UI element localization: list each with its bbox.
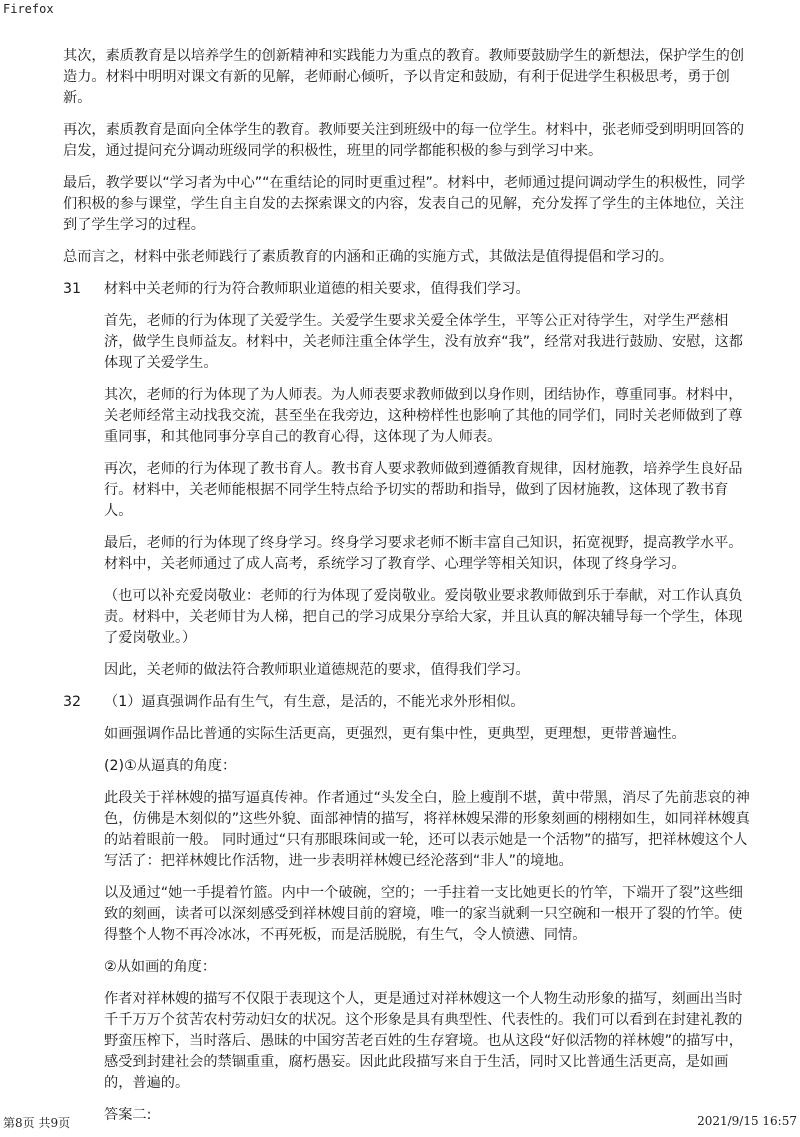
q31-paragraph-dedication: （也可以补充爱岗敬业：老师的行为体现了爱岗敬业。爱岗敬业要求教师做到乐于奉献，对工作认真负责。材料中，关老师甘为人梯，把自己的学习成果分享给大家，并且认真的解决辅导每一个学生，体现了爱岗敬业。）	[104, 588, 743, 646]
q31-paragraph-summary: 因此，关老师的做法符合教师职业道德规范的要求，值得我们学习。	[104, 662, 530, 678]
question-number: 31	[63, 281, 82, 297]
q32-subheading-ru-hua: ②从如画的角度：	[104, 959, 217, 975]
page-indicator: 第8页 共9页	[3, 1116, 71, 1130]
question-number: 32	[63, 694, 82, 710]
q32-subheading-bi-zhen: (2)①从逼真的角度：	[104, 758, 237, 774]
q32-paragraph-portrait: 此段关于祥林嫂的描写逼真传神。作者通过“头发全白，脸上瘦削不堪，黄中带黑，消尽了先前悲哀的神色，仿佛是木刻似的”这些外貌、面部神情的描写，将祥林嫂呆滞的形象刻画的栩栩如生，如同祥林嫂真的站着眼前一般。 同时通过“只有那眼珠间或一轮，还可以表示她是一个活物”的描写，把祥林嫂这个人写活了：把祥林嫂比作活物，进一步表明祥林嫂已经沦落到“非人”的境地。	[104, 790, 750, 869]
paragraph-conclusion: 总而言之，材料中张老师践行了素质教育的内涵和正确的实施方式，其做法是值得提倡和学习的。	[63, 249, 674, 265]
paragraph-learner-centered: 最后，教学要以“学习者为中心”“在重结论的同时更重过程”。材料中，老师通过提问调动学生的积极性，同学们积极的参与课堂，学生自主自发的去探索课文的内容，发表自己的见解，充分发挥了学生的主体地位，关注到了学生学习的过程。	[63, 175, 746, 233]
question-32-lead	[63, 692, 753, 713]
question-lead-text: （1）逼真强调作品有生气，有生意，是活的，不能光求外形相似。	[104, 694, 525, 710]
paragraph-su-zhi-creativity: 其次，素质教育是以培养学生的创新精神和实践能力为重点的教育。教师要鼓励学生的新想法，保护学生的创造力。材料中明明对课文有新的见解，老师耐心倾听，予以肯定和鼓励，有利于促进学生积极思考，勇于创新。	[63, 48, 745, 106]
q32-paragraph-typical: 作者对祥林嫂的描写不仅限于表现这个人，更是通过对祥林嫂这一个人物生动形象的描写，刻画出当时千千万万个贫苦农村劳动妇女的状况。这个形象是具有典型性、代表性的。我们可以看到在封建礼教的野蛮压榨下，当时落后、愚昧的中国穷苦老百姓的生存窘境。也从这段“好似活物的祥林嫂”的描写中，感受到封建社会的禁锢重重，腐朽愚妄。因此此段描写来自于生活，同时又比普通生活更高，是如画的，普遍的。	[104, 991, 743, 1091]
paragraph-su-zhi-all-students: 再次，素质教育是面向全体学生的教育。教师要关注到班级中的每一位学生。材料中，张老师受到明明回答的启发，通过提问充分调动班级同学的积极性，班里的同学都能积极的参与到学习中来。	[63, 122, 745, 159]
q31-paragraph-role-model: 其次，老师的行为体现了为人师表。为人师表要求教师做到以身作则，团结协作，尊重同事。材料中，关老师经常主动找我交流，甚至坐在我旁边，这种榜样性也影响了其他的同学们，同时关老师做到了尊重同事，和其他同事分享自己的教育心得，这体现了为人师表。	[104, 387, 743, 445]
q32-paragraph-ru-hua: 如画强调作品比普通的实际生活更高，更强烈，更有集中性，更典型，更理想，更带普遍性。	[104, 726, 686, 742]
question-31-lead	[63, 279, 753, 300]
document-body	[63, 46, 753, 1137]
q31-paragraph-lifelong-learning: 最后，老师的行为体现了终身学习。终身学习要求老师不断丰富自己知识，拓宽视野，提高教学水平。材料中，关老师通过了成人高考，系统学习了教育学、心理学等相关知识，体现了终身学习。	[104, 535, 743, 572]
q31-paragraph-teaching: 再次，老师的行为体现了教书育人。教书育人要求教师做到遵循教育规律，因材施教，培养学生良好品行。材料中，关老师能根据不同学生特点给予切实的帮助和指导，做到了因材施教，这体现了教书育人。	[104, 461, 743, 519]
q31-paragraph-care: 首先，老师的行为体现了关爱学生。关爱学生要求关爱全体学生，平等公正对待学生，对学生严慈相济，做学生良师益友。材料中，关老师注重全体学生，没有放弃“我”，经常对我进行鼓励、安慰，这都体现了关爱学生。	[104, 313, 743, 371]
q32-answer-two-label: 答案二:	[104, 1107, 152, 1123]
print-datetime: 2021/9/15 16:57	[697, 1114, 797, 1128]
question-lead-text: 材料中关老师的行为符合教师职业道德的相关要求，值得我们学习。	[104, 281, 530, 297]
browser-title: Firefox	[3, 2, 54, 16]
q32-paragraph-details: 以及通过“她一手提着竹篮。内中一个破碗，空的；一手拄着一支比她更长的竹竿，下端开了裂”这些细致的刻画，读者可以深刻感受到祥林嫂目前的窘境，唯一的家当就剩一只空碗和一根开了裂的竹竿。使得整个人物不再冷冰冰，不再死板，而是活脱脱，有生气，令人愤懑、同情。	[104, 885, 743, 943]
